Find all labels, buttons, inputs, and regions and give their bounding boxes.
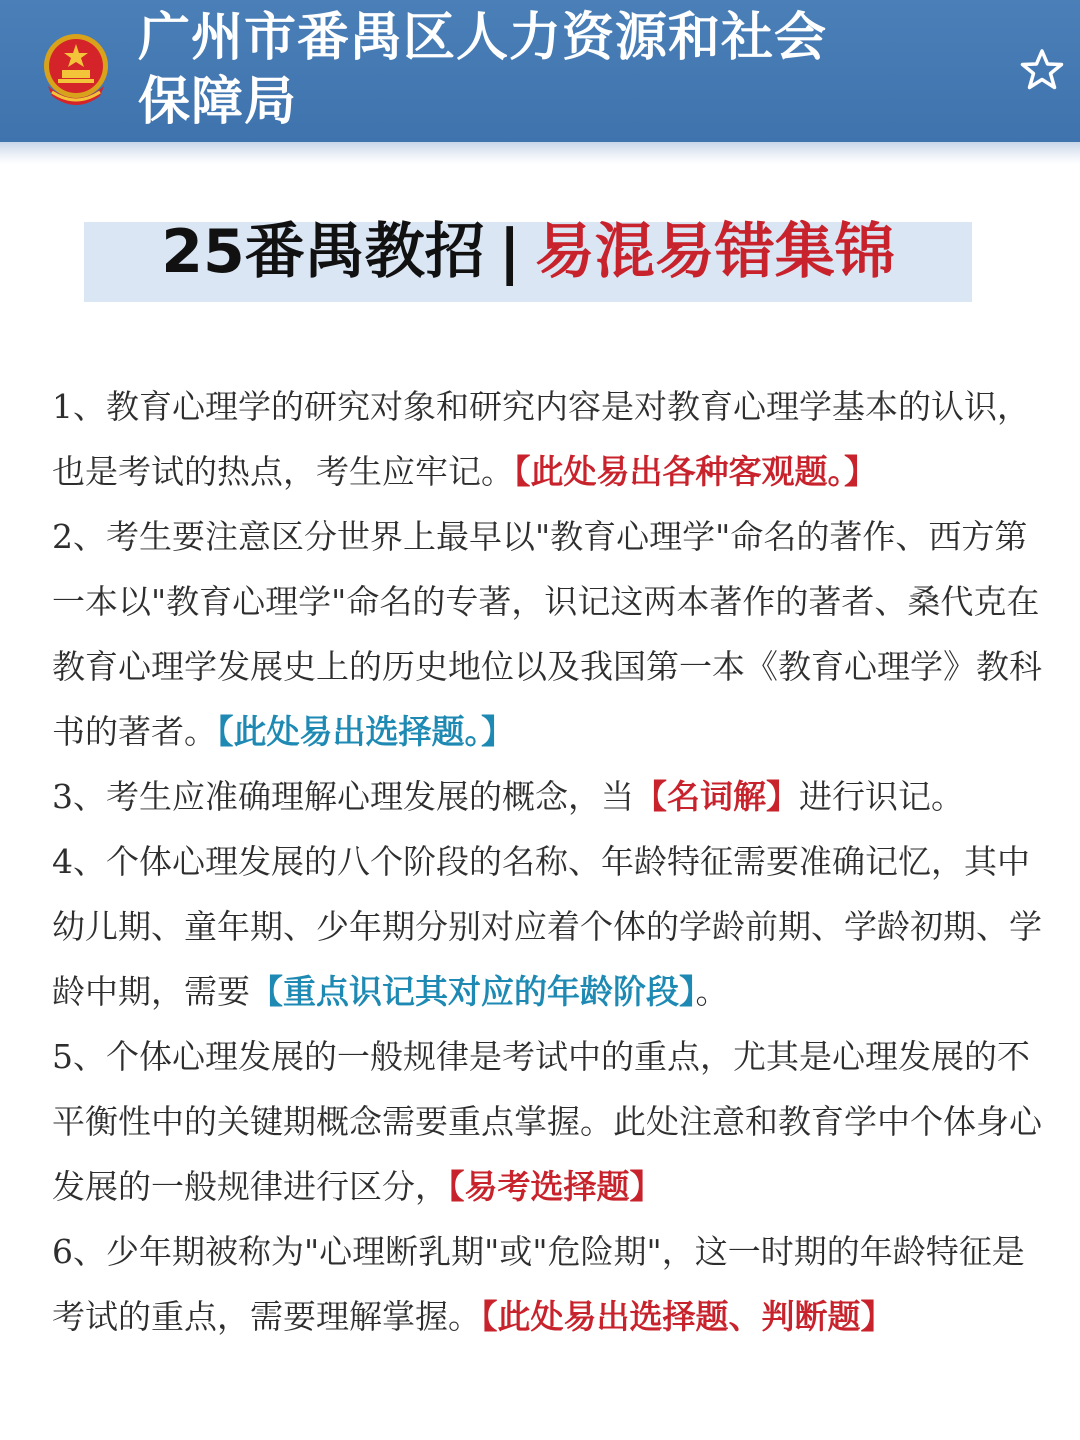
app-header xyxy=(0,0,1080,142)
item-text: 4、个体心理发展的八个阶段的名称、年龄特征需要准确记忆，其中幼儿期、童年期、少年期分别对应着个体的学龄前期、学龄初期、学龄中期，需要 xyxy=(52,842,1042,1011)
item-tail: 进行识记。 xyxy=(799,777,964,816)
header-shadow xyxy=(0,142,1080,164)
item-text: 1、教育心理学的研究对象和研究内容是对教育心理学基本的认识，也是考试的热点，考生应牢记。 xyxy=(52,387,1030,491)
banner-separator: | xyxy=(498,217,521,287)
list-item xyxy=(52,374,1042,504)
item-highlight: 【此处易出选择题。】 xyxy=(217,712,514,751)
org-title-line1: 广州市番禺区人力资源和社会 xyxy=(138,8,828,68)
list-item xyxy=(52,1219,1042,1349)
national-emblem-icon xyxy=(38,30,114,110)
org-title-line2: 保障局 xyxy=(138,72,298,132)
item-highlight: 【易考选择题】 xyxy=(448,1167,663,1206)
item-text: 6、少年期被称为"心理断乳期"或"危险期"，这一时期的年龄特征是考试的重点，需要理解掌握。 xyxy=(52,1232,1025,1336)
banner-title-part1: 25番禺教招 xyxy=(161,217,485,287)
banner-title-part2: 易混易错集锦 xyxy=(534,217,895,287)
item-highlight: 【此处易出各种客观题。】 xyxy=(514,452,877,491)
item-tail: 。 xyxy=(695,972,729,1011)
item-highlight: 【名词解】 xyxy=(634,777,799,816)
list-item xyxy=(52,1024,1042,1219)
item-text: 2、考生要注意区分世界上最早以"教育心理学"命名的著作、西方第一本以"教育心理学"命名的专著，识记这两本著作的著者、桑代克在教育心理学发展史上的历史地位以及我国第一本《教育心理学》教科书的著者。 xyxy=(52,517,1042,751)
item-text: 5、个体心理发展的一般规律是考试中的重点，尤其是心理发展的不平衡性中的关键期概念需要重点掌握。此处注意和教育学中个体身心发展的一般规律进行区分， xyxy=(52,1037,1042,1206)
list-item xyxy=(52,504,1042,764)
item-text: 3、考生应准确理解心理发展的概念，当 xyxy=(52,777,634,816)
star-outline-icon[interactable] xyxy=(1018,46,1066,94)
item-highlight: 【此处易出选择题、判断题】 xyxy=(481,1297,894,1336)
item-highlight: 【重点识记其对应的年龄阶段】 xyxy=(250,972,696,1011)
content-body xyxy=(52,374,1042,1349)
list-item xyxy=(52,829,1042,1024)
banner-title xyxy=(84,212,972,292)
org-title xyxy=(138,6,898,134)
list-item xyxy=(52,764,1042,829)
